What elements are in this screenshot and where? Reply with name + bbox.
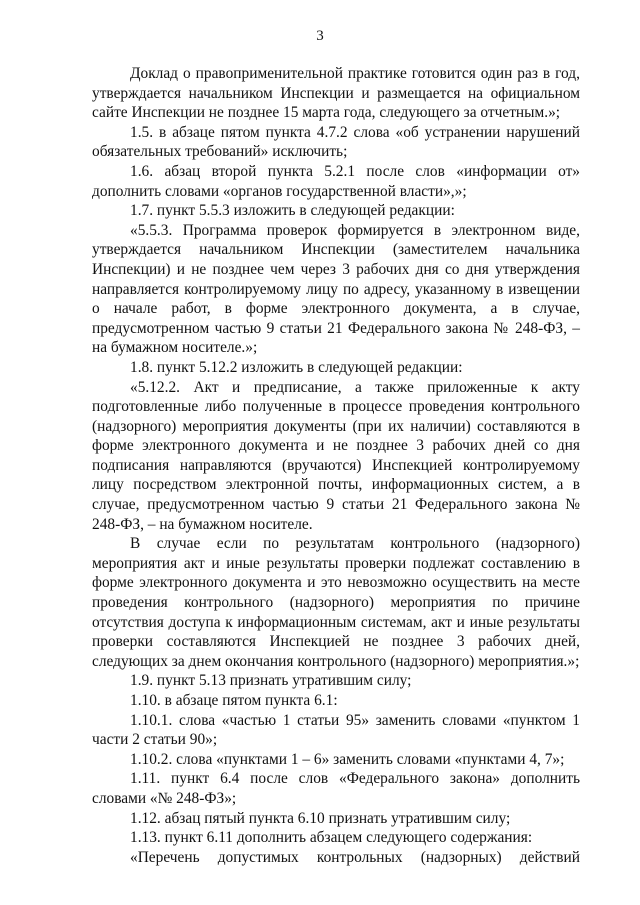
paragraph-1-10: 1.10. в абзаце пятом пункта 6.1: — [130, 692, 338, 709]
paragraph-1-13: 1.13. пункт 6.11 дополнить абзацем следующего содержания: — [130, 829, 533, 847]
paragraph-1-10-1: 1.10.1. слова «частью 1 статьи 95» заменить словами «пунктом 1 части 2 статьи 90»; — [92, 711, 580, 749]
paragraph-1-9: 1.9. пункт 5.13 признать утратившим силу; — [130, 672, 412, 690]
paragraph-electronic-act: В случае если по результатам контрольного (надзорного) мероприятия акт и иные результаты проверки подлежат составлению в форме электронного документа и это невозможно осуществить на месте проведения контрольного (надзорного) мероприятия по причине отсутствия доступа к информационным системам, акт и иные результаты проверки составляются Инспекцией не позднее 3 рабочих дней, следующих за днем окончания контрольного (надзорного) мероприятия.»; — [92, 535, 580, 670]
paragraph-1-8: 1.8. пункт 5.12.2 изложить в следующей редакции: — [130, 358, 463, 376]
paragraph-list-start: «Перечень допустимых контрольных (надзорных) действий — [130, 848, 580, 866]
paragraph-1-7: 1.7. пункт 5.5.3 изложить в следующей редакции: — [130, 202, 455, 220]
paragraph-1-5: 1.5. в абзаце пятом пункта 4.7.2 слова «об устранении нарушений обязательных требований» исключить; — [92, 123, 580, 161]
paragraph-report-approval: Доклад о правоприменительной практике готовится один раз в год, утверждается начальником Инспекции и размещается на официальном сайте Инспекции не позднее 15 марта года, следующего за отчетным.»; — [92, 65, 580, 122]
paragraph-1-12: 1.12. абзац пятый пункта 6.10 признать утратившим силу; — [130, 809, 511, 827]
paragraph-5-5-3-text: «5.5.3. Программа проверок формируется в электронном виде, утверждается начальником Инспекции (заместителем начальника Инспекции) и не позднее чем через 3 рабочих дня со дня утверждения направляется контролируемому лицу по адресу, указанному в извещении о начале работ, в форме электронного документа, а в случае, предусмотренном частью 9 статьи 21 Федерального закона № 248-ФЗ, – на бумажном носителе.»; — [92, 221, 580, 357]
paragraph-5-12-2-text: «5.12.2. Акт и предписание, а также приложенные к акту подготовленные либо полученные в процессе проведения контрольного (надзорного) мероприятия документы (при их наличии) составляются в форме электронного документа и не позднее 3 рабочих дней со дня подписания направляются (вручаются) Инспекцией контролируемому лицу посредством электронной почты, информационных систем, а в случае, предусмотренном частью 9 статьи 21 Федерального закона № 248-ФЗ, – на бумажном носителе. — [92, 378, 580, 533]
document-body — [92, 64, 580, 867]
paragraph-1-6: 1.6. абзац второй пункта 5.2.1 после слов «информации от» дополнить словами «органов государственной власти»,»; — [92, 162, 580, 200]
page-number: 3 — [316, 28, 324, 44]
paragraph-1-11: 1.11. пункт 6.4 после слов «Федерального закона» дополнить словами «№ 248-ФЗ»; — [92, 770, 580, 807]
paragraph-1-10-2: 1.10.2. слова «пунктами 1 – 6» заменить словами «пунктами 4, 7»; — [130, 750, 565, 768]
